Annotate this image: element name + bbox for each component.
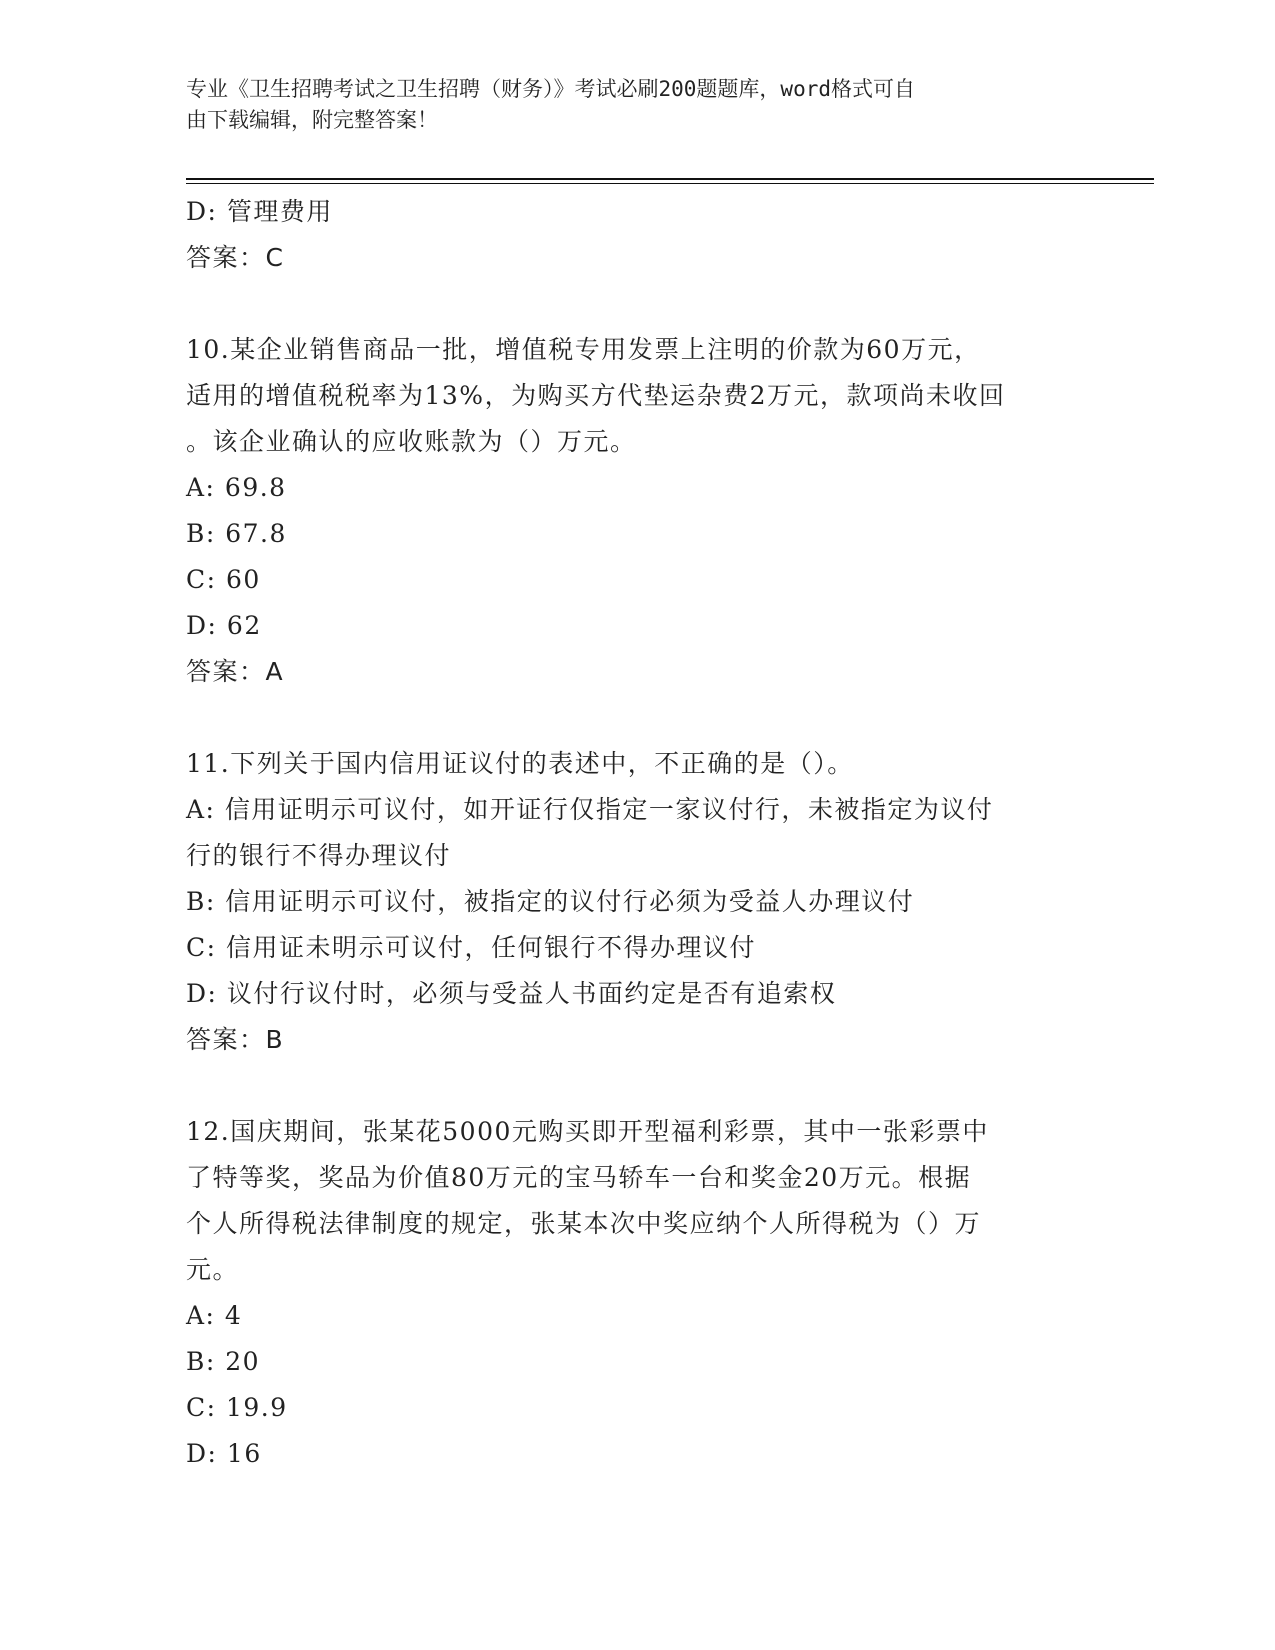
question-10-stem-line-3: 。该企业确认的应收账款为（）万元。 xyxy=(186,427,637,456)
question-12-option-b: B: 20 xyxy=(186,1347,261,1376)
question-12-stem-line-1: 12.国庆期间，张某花5000元购买即开型福利彩票，其中一张彩票中 xyxy=(186,1117,989,1146)
question-10-stem-line-2: 适用的增值税税率为13%，为购买方代垫运杂费2万元，款项尚未收回 xyxy=(186,381,1006,410)
question-12 xyxy=(186,1109,1086,1477)
question-10-option-d: D: 62 xyxy=(186,611,262,640)
question-11-option-c: C: 信用证未明示可议付，任何银行不得办理议付 xyxy=(186,933,756,962)
question-10-option-b: B: 67.8 xyxy=(186,519,287,548)
option-d: D: 管理费用 xyxy=(186,197,333,226)
question-10 xyxy=(186,327,1086,695)
question-11-option-a-line-1: A: 信用证明示可议付，如开证行仅指定一家议付行，未被指定为议付 xyxy=(186,795,994,824)
spacer xyxy=(186,1063,1086,1109)
question-11-option-b: B: 信用证明示可议付，被指定的议付行必须为受益人办理议付 xyxy=(186,887,915,916)
document-header xyxy=(186,74,1066,136)
question-12-stem-line-3: 个人所得税法律制度的规定，张某本次中奖应纳个人所得税为（）万 xyxy=(186,1209,982,1238)
question-12-option-c: C: 19.9 xyxy=(186,1393,288,1422)
header-title-line-2: 由下载编辑，附完整答案！ xyxy=(186,108,438,132)
question-12-option-d: D: 16 xyxy=(186,1439,262,1468)
spacer xyxy=(186,281,1086,327)
question-12-stem-line-4: 元。 xyxy=(186,1255,240,1284)
question-12-stem-line-2: 了特等奖，奖品为价值80万元的宝马轿车一台和奖金20万元。根据 xyxy=(186,1163,972,1192)
spacer xyxy=(186,695,1086,741)
question-11-option-d: D: 议付行议付时，必须与受益人书面约定是否有追索权 xyxy=(186,979,837,1008)
header-title-line-1: 专业《卫生招聘考试之卫生招聘（财务）》考试必刷200题题库，word格式可自 xyxy=(186,77,915,101)
question-content xyxy=(186,189,1086,1477)
question-11-stem: 11.下列关于国内信用证议付的表述中，不正确的是（）。 xyxy=(186,749,854,778)
question-12-option-a: A: 4 xyxy=(186,1301,243,1330)
question-10-answer: 答案：A xyxy=(186,657,285,686)
question-10-option-a: A: 69.8 xyxy=(186,473,287,502)
answer-label: 答案：C xyxy=(186,243,285,272)
question-10-option-c: C: 60 xyxy=(186,565,261,594)
header-divider-thin xyxy=(186,183,1154,184)
previous-question-tail xyxy=(186,189,1086,281)
question-11-option-a-line-2: 行的银行不得办理议付 xyxy=(186,841,452,870)
question-10-stem-line-1: 10.某企业销售商品一批，增值税专用发票上注明的价款为60万元， xyxy=(186,335,981,364)
question-11 xyxy=(186,741,1086,1063)
question-11-answer: 答案：B xyxy=(186,1025,285,1054)
header-divider-thick xyxy=(186,178,1154,180)
